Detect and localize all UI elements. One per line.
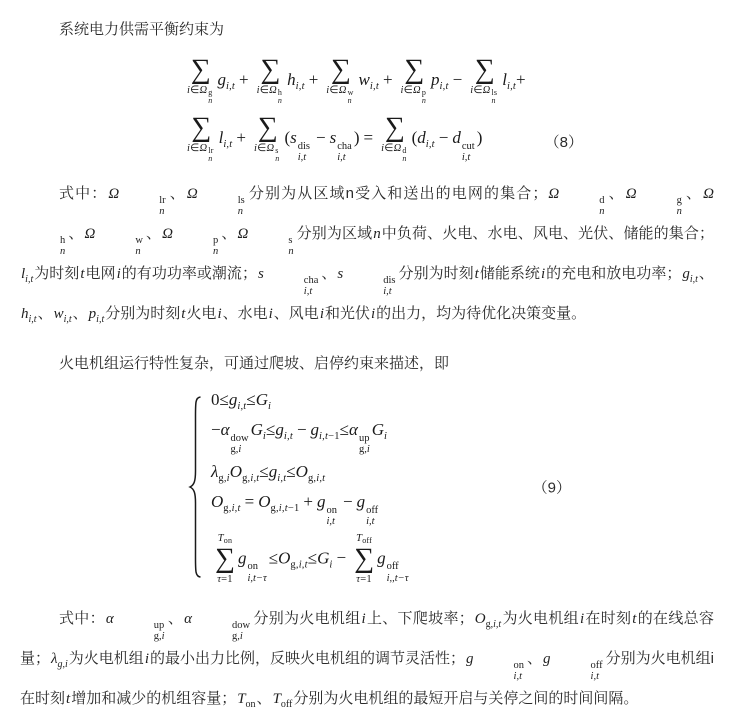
equation-9-number: （9） xyxy=(532,479,571,497)
equation-9-rows xyxy=(211,389,411,586)
equation-8-number: （8） xyxy=(544,133,583,151)
equation-9-body xyxy=(188,389,714,586)
equation-8 xyxy=(183,54,714,164)
intro-paragraph: 系统电力供需平衡约束为 xyxy=(59,21,225,38)
equation-9-row-1: $0\le g_{i,t}\le G_i$ xyxy=(211,389,272,412)
curly-brace-icon xyxy=(188,395,202,579)
equation-8-lines xyxy=(183,54,714,164)
equation-9-row-3: $\lambda_{g,i}O_{g,i,t}\le g_{i,t}\le O_{g,i,t}$ xyxy=(211,462,326,484)
equation-9-explanation: 式中：α up g,i 、α dow g,i 分别为火电机组i上、下爬坡率；$O_{g,i,t}$为火电机组i在时刻t的在线总容量；$\lambda_{g,i}$为火电机组i的最小出力比例，反映火电机组的调节灵活性；g on i,t 、g off i,t 分别为火电机组i在时刻t增加和减少的机组容量；$T_{on}$、$T_{off}$分别为火电机组的最短开启与关停之间的时间间隔。 xyxy=(20,610,714,711)
equation-9-row-4: $O_{g,i,t} = O_{g,i,t-1} + g$ on i,t − g off i,t xyxy=(211,492,379,528)
equation-9-row-2: −α dow g,i $G_i\le g_{i,t} - g_{i,t-1}\le\alpha$ up g,i $G_i$ xyxy=(211,419,388,455)
equation-8-explanation: 式中：Ω lr n 、Ω ls n 分别为从区域n受入和送出的电网的集合；Ω d n 、Ω g n 、Ω h n 、Ω w n 、Ω p n 、Ω s n 分别为区域n中负荷、火电、水电、风电、光伏、储能的集合；$l_{i,t}$为时刻t电网i的有功功率或潮流；s cha i,t 、s dis i,t 分别为时刻t储能系统i的充电和放电功率；$g_{i,t}$、$h_{i,t}$、$w_{i,t}$、$p_{i,t}$分别为时刻t火电i、水电i、风电i和光伏i的出力，均为待优化决策变量。 xyxy=(21,184,714,325)
equation-9 xyxy=(188,389,714,586)
equation-8-line-2: ∑ i∈Ω lr n $l_{i,t}$ + ∑ i∈Ω s n (s dis i,t − s cha i,t ) = ∑ i∈Ω d n ($d_{i,t} - d$ cut i,t ) xyxy=(187,112,483,164)
equation-8-line-1: ∑ i∈Ω g n $g_{i,t}$ + ∑ i∈Ω h n $h_{i,t}$ + ∑ i∈Ω w n $w_{i,t}$ + ∑ i∈Ω p n $p_{i,t}$ − ∑ i∈Ω ls n $l_{i,t}+$ xyxy=(187,54,526,105)
thermal-intro-paragraph: 火电机组运行特性复杂，可通过爬坡、启停约束来描述，即 xyxy=(59,354,450,372)
equation-9-row-5: $T_{on}$ ∑ τ=1 g on i,t−τ $\le O_{g,i,t}\le G_i$ − $T_{off}$ ∑ τ=1 g off i,,t−τ xyxy=(215,533,409,585)
